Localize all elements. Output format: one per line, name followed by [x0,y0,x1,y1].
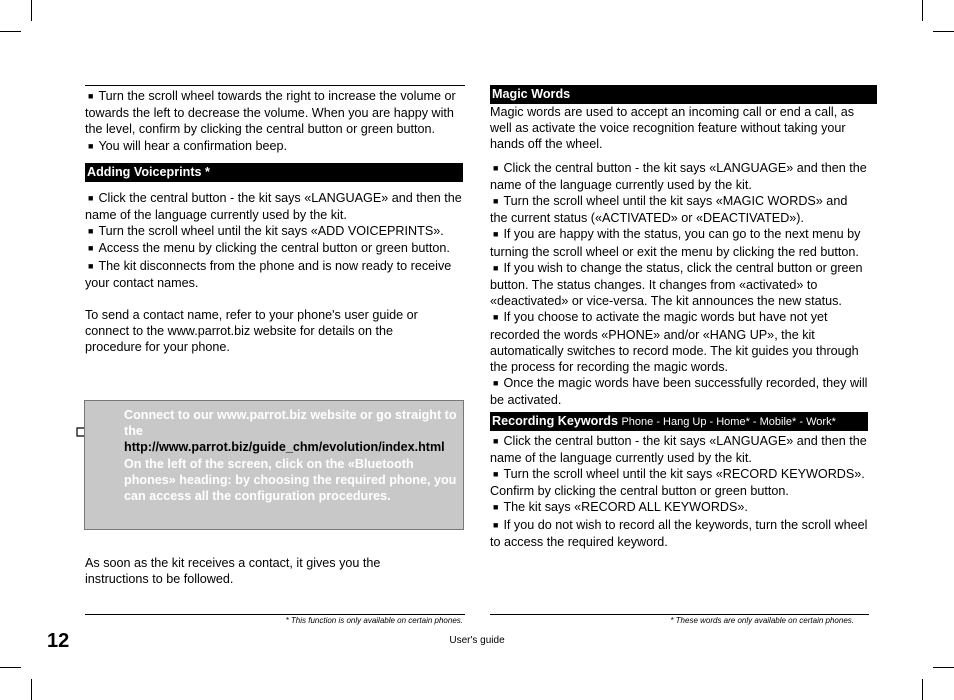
page-number: 12 [47,630,70,652]
heading-subtitle: Phone - Hang Up - Home* - Mobile* - Work* [621,415,836,428]
list-item: ■ If you do not wish to record all the keywords, turn the scroll wheel to access the required keyword. [490,517,868,550]
body-paragraph: To send a contact name, refer to your phone's user guide or connect to the www.parrot.biz website for details on the procedure for your phone. [85,308,418,355]
list-item: ■ The kit disconnects from the phone and is now ready to receive your contact names. [85,258,465,291]
list-item: ■ You will hear a confirmation beep. [85,138,465,155]
heading-title: Recording Keywords [492,413,618,428]
list-item: ■ If you are happy with the status, you can go to the next menu by turning the scroll wheel or exit the menu by clicking the red button. [490,226,868,259]
list-item: ■ If you wish to change the status, click the central button or green button. The status changes. It changes from «activated» to «deactivated» or vice-versa. The kit announces the new status. [490,260,868,310]
footnote-rule [85,614,465,615]
crop-mark [933,667,954,668]
crop-mark [922,679,923,700]
info-text-instructions: On the left of the screen, click on the «Bluetooth phones» heading: by choosing the required phone, you can access all the configuration procedures. [124,456,457,504]
list-item: ■ Click the central button - the kit says «LANGUAGE» and then the name of the language currently used by the kit. [85,190,465,223]
info-text-intro: Connect to our www.parrot.biz website or go straight to the [124,408,457,439]
info-box [84,400,464,530]
list-item: ■ If you choose to activate the magic words but have not yet recorded the words «PHONE» and/or «HANG UP», the kit automatically switches to record mode. The kit guides you through the process for recording the magic words. [490,309,862,375]
body-paragraph: Magic words are used to accept an incoming call or end a call, as well as activate the voice recognition feature without taking your hands off the wheel. [490,105,855,152]
list-item: ■ The kit says «RECORD ALL KEYWORDS». [490,499,868,516]
list-item: ■ Turn the scroll wheel towards the right to increase the volume or towards the left to decrease the volume. When you are happy with the level, confirm by clicking the central button or green button. [85,88,465,138]
list-item: ■ Access the menu by clicking the central button or green button. [85,240,465,257]
footnote: * This function is only available on certain phones. [285,616,463,625]
closing-paragraph: As soon as the kit receives a contact, it gives you the instructions to be followed. [85,556,381,587]
crop-mark [0,667,21,668]
column-top-rule [85,85,465,86]
list-item: ■ Click the central button - the kit says «LANGUAGE» and then the name of the language currently used by the kit. [490,433,868,466]
guide-link[interactable]: http://www.parrot.biz/guide_chm/evolution/index.html [124,440,445,455]
footnote: * These words are only available on certain phones. [670,616,854,625]
list-item: ■ Once the magic words have been successfully recorded, they will be activated. [490,375,868,408]
section-heading-magic-words: Magic Words [490,85,877,104]
list-item: ■ Click the central button - the kit says «LANGUAGE» and then the name of the language currently used by the kit. [490,160,868,193]
info-text [124,407,459,504]
footnote-rule [490,614,869,615]
guide-label: User's guide [449,635,505,646]
list-item: ■ Turn the scroll wheel until the kit says «ADD VOICEPRINTS». [85,223,465,240]
list-item: ■ Turn the scroll wheel until the kit says «RECORD KEYWORDS». Confirm by clicking the central button or green button. [490,466,868,499]
list-item: ■ Turn the scroll wheel until the kit says «MAGIC WORDS» and the current status («ACTIVATED» or «DEACTIVATED»). [490,193,868,226]
crop-mark [31,679,32,700]
left-column [85,85,465,356]
crop-mark [31,0,32,21]
crop-mark [933,31,954,32]
section-heading-recording-keywords [490,412,868,431]
right-column [490,85,878,550]
section-heading-voiceprints: Adding Voiceprints * [85,163,463,182]
crop-mark [0,31,21,32]
crop-mark [922,0,923,21]
